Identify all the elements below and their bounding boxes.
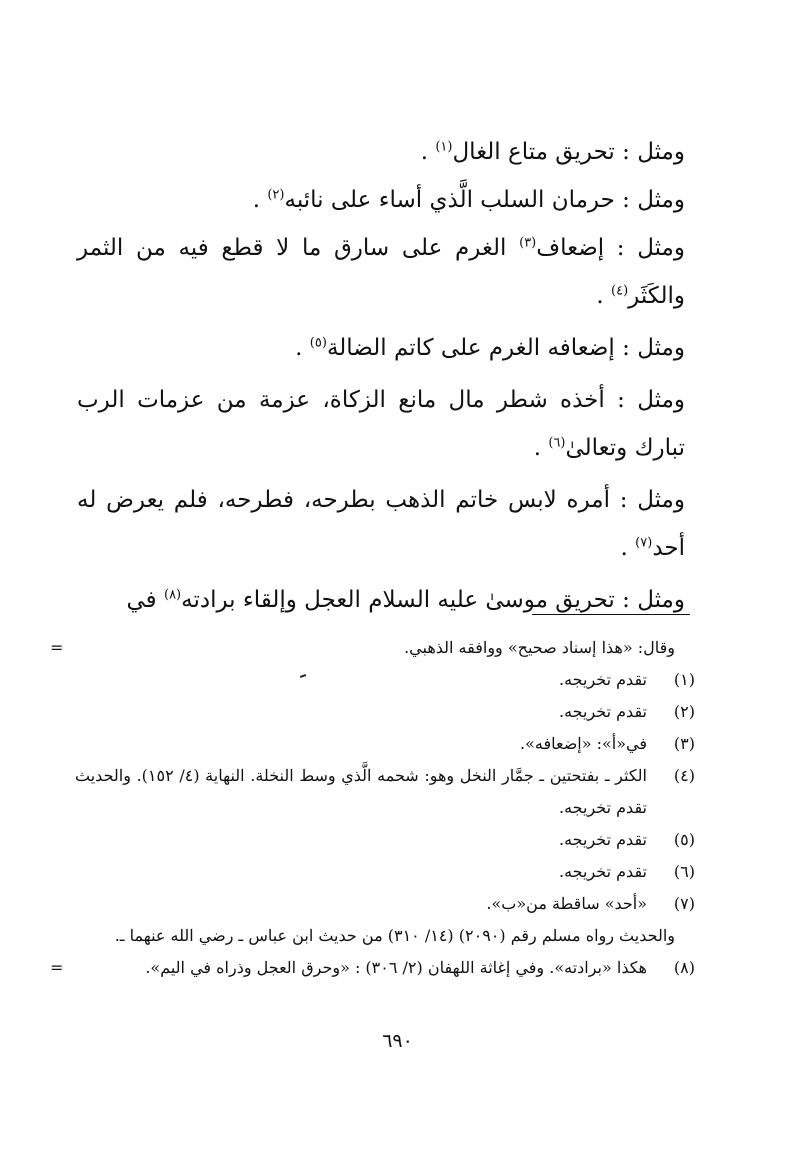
- paragraph-text: إضعاف: [536, 235, 617, 261]
- paragraph-7: [77, 576, 685, 624]
- paragraph-6: [77, 476, 685, 572]
- footnote-number: (٨): [673, 958, 695, 977]
- paragraph-2: [77, 176, 685, 224]
- paragraph-label: ومثل :: [622, 587, 685, 613]
- paragraph-end: .: [620, 535, 636, 561]
- footnote-7-continued: [75, 920, 695, 952]
- paragraph-label: ومثل :: [619, 487, 685, 513]
- continuation-mark: =: [50, 638, 64, 657]
- footnote-number: (٣): [673, 734, 695, 753]
- paragraph-text: أمره لابس خاتم الذهب بطرحه، فطرحه، فلم يعرض له أحد: [77, 487, 685, 561]
- footnote-1: [75, 664, 695, 696]
- footnote-text: في«أ»: «إضعافه».: [520, 734, 647, 753]
- footnote-text: تقدم تخريجه.: [559, 670, 647, 689]
- footnote-ref[interactable]: (٦): [548, 435, 566, 451]
- footnote-8: [50, 952, 695, 984]
- paragraph-end: .: [596, 283, 612, 309]
- paragraph-label: ومثل :: [622, 187, 685, 213]
- paragraph-end: في: [126, 587, 164, 613]
- footnote-text: والحديث رواه مسلم رقم (٢٠٩٠) (١٤/ ٣١٠) من حديث ابن عباس ـ رضي الله عنهما ـ.: [114, 926, 675, 945]
- paragraph-label: ومثل :: [622, 335, 685, 361]
- footnote-ref[interactable]: (٥): [309, 335, 327, 351]
- paragraph-text: أخذه شطر مال مانع الزكاة، عزمة من عزمات الرب تبارك وتعالىٰ: [77, 387, 685, 461]
- footnote-text: «أحد» ساقطة من«ب».: [486, 894, 647, 913]
- footnotes: [50, 632, 695, 984]
- paragraph-label: ومثل :: [616, 235, 685, 261]
- footnote-text: الكثر ـ بفتحتين ـ جمَّار النخل وهو: شحمه الَّذي وسط النخلة. النهاية (٤/ ١٥٢). والحديث تقدم تخريجه.: [75, 766, 647, 817]
- footnote-text: تقدم تخريجه.: [559, 702, 647, 721]
- footnote-text: تقدم تخريجه.: [559, 862, 647, 881]
- paragraph-text: حرمان السلب الَّذي أساء على نائبه: [284, 187, 623, 213]
- paragraph-4: [77, 324, 685, 372]
- paragraph-end: .: [420, 139, 436, 165]
- paragraph-text: تحريق موسىٰ عليه السلام العجل وإلقاء برادته: [181, 587, 623, 613]
- footnote-text: هكذا «برادته». وفي إغاثة اللهفان (٢/ ٣٠٦) : «وحرق العجل وذراه في اليم».: [145, 958, 647, 977]
- footnote-7: [75, 888, 695, 920]
- paragraph-label: ومثل :: [622, 139, 685, 165]
- footnote-text: تقدم تخريجه.: [559, 830, 647, 849]
- paragraph-end: .: [533, 435, 549, 461]
- footnote-continuation: [50, 632, 695, 664]
- footnote-ref[interactable]: (٧): [635, 535, 653, 551]
- paragraph-text-cont: الغرم على سارق ما لا قطع فيه من الثمر والكَثَر: [77, 235, 685, 309]
- paragraph-1: [77, 128, 685, 176]
- paragraph-text: تحريق متاع الغال: [452, 139, 623, 165]
- footnote-ref[interactable]: (٢): [267, 187, 285, 203]
- footnote-ref[interactable]: (١): [435, 139, 453, 155]
- paragraph-label: ومثل :: [617, 387, 685, 413]
- footnote-4: [75, 760, 695, 824]
- paragraph-text: إضعافه الغرم على كاتم الضالة: [326, 335, 623, 361]
- footnote-ref[interactable]: (٨): [163, 587, 182, 603]
- footnote-separator: [532, 614, 690, 615]
- continuation-mark: =: [50, 958, 64, 977]
- footnote-5: [75, 824, 695, 856]
- paragraph-5: [77, 376, 685, 472]
- footnote-3: [75, 728, 695, 760]
- footnote-number: (١): [673, 670, 695, 689]
- footnote-number: (٤): [673, 766, 695, 785]
- footnote-number: (٧): [673, 894, 695, 913]
- paragraph-end: .: [295, 335, 310, 361]
- footnote-ref[interactable]: (٣): [519, 235, 537, 251]
- footnote-ref[interactable]: (٤): [611, 283, 629, 299]
- paragraph-end: .: [252, 187, 268, 213]
- footnote-number: (٢): [673, 702, 695, 721]
- footnote-number: (٥): [673, 830, 695, 849]
- page-number: ٦٩٠: [382, 1030, 413, 1052]
- main-text: [77, 128, 685, 624]
- footnote-text: وقال: «هذا إسناد صحيح» ووافقه الذهبي.: [404, 638, 675, 657]
- footnote-6: [75, 856, 695, 888]
- footnote-number: (٦): [673, 862, 695, 881]
- footnote-2: [75, 696, 695, 728]
- paragraph-3: [77, 224, 685, 320]
